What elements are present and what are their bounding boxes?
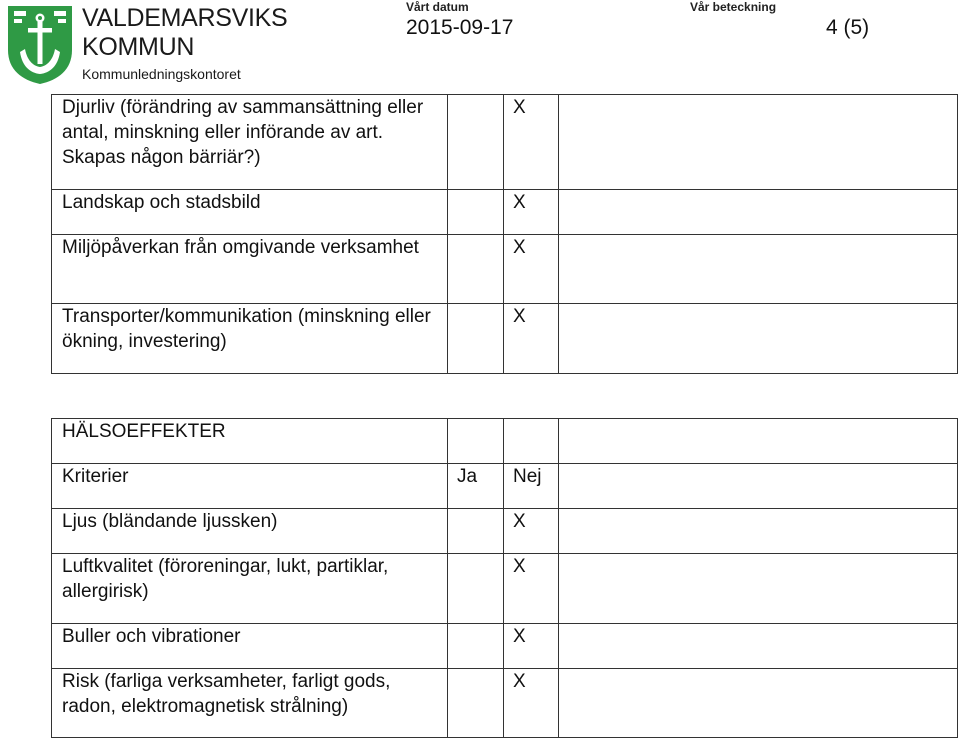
comment-cell (559, 669, 958, 738)
criterion-cell: Buller och vibrationer (52, 624, 448, 669)
ja-cell (448, 669, 504, 738)
empty-cell (448, 419, 504, 464)
comment-cell (559, 554, 958, 624)
table-row (52, 95, 958, 190)
column-header-nej: Nej (504, 464, 559, 509)
table-row (52, 304, 958, 374)
table-row (52, 624, 958, 669)
ja-cell (448, 624, 504, 669)
date-value: 2015-09-17 (406, 16, 514, 39)
comment-cell (559, 624, 958, 669)
organization-unit: Kommunledningskontoret (82, 66, 241, 82)
column-header-criteria: Kriterier (52, 464, 448, 509)
table-row (52, 235, 958, 304)
section-title-row (52, 419, 958, 464)
nej-cell: X (504, 624, 559, 669)
comment-cell (559, 235, 958, 304)
reference-label: Vår beteckning (690, 0, 777, 14)
date-label: Vårt datum (406, 0, 469, 14)
criterion-cell: Luftkvalitet (föroreningar, lukt, partiklar, allergirisk) (52, 554, 448, 624)
organization-name (82, 4, 287, 62)
comment-cell (559, 190, 958, 235)
criterion-cell: Risk (farliga verksamheter, farligt gods, radon, elektromagnetisk strålning) (52, 669, 448, 738)
ja-cell (448, 554, 504, 624)
nej-cell: X (504, 669, 559, 738)
organization-name-line2: KOMMUN (82, 33, 195, 61)
criteria-table-environment (51, 94, 958, 374)
ja-cell (448, 190, 504, 235)
table-row (52, 669, 958, 738)
nej-cell: X (504, 554, 559, 624)
column-header-ja: Ja (448, 464, 504, 509)
criteria-table-health (51, 418, 958, 738)
organization-name-line1: VALDEMARSVIKS (82, 4, 288, 32)
ja-cell (448, 304, 504, 374)
nej-cell: X (504, 95, 559, 190)
column-header-row (52, 464, 958, 509)
criterion-cell: Djurliv (förändring av sammansättning eller antal, minskning eller införande av art. Skapas någon bärriär?) (52, 95, 448, 190)
ja-cell (448, 95, 504, 190)
comment-cell (559, 95, 958, 190)
comment-cell (559, 464, 958, 509)
table-row (52, 554, 958, 624)
empty-cell (559, 419, 958, 464)
table-row (52, 190, 958, 235)
page-number: 4 (5) (826, 16, 870, 39)
section-title: HÄLSOEFFEKTER (52, 419, 448, 464)
table-row (52, 509, 958, 554)
ja-cell (448, 235, 504, 304)
municipality-coat-of-arms-logo (6, 4, 74, 86)
nej-cell: X (504, 304, 559, 374)
criterion-cell: Miljöpåverkan från omgivande verksamhet (52, 235, 448, 304)
comment-cell (559, 509, 958, 554)
empty-cell (504, 419, 559, 464)
comment-cell (559, 304, 958, 374)
criterion-cell: Ljus (bländande ljussken) (52, 509, 448, 554)
criterion-cell: Transporter/kommunikation (minskning eller ökning, investering) (52, 304, 448, 374)
ja-cell (448, 509, 504, 554)
nej-cell: X (504, 235, 559, 304)
criterion-cell: Landskap och stadsbild (52, 190, 448, 235)
nej-cell: X (504, 190, 559, 235)
nej-cell: X (504, 509, 559, 554)
